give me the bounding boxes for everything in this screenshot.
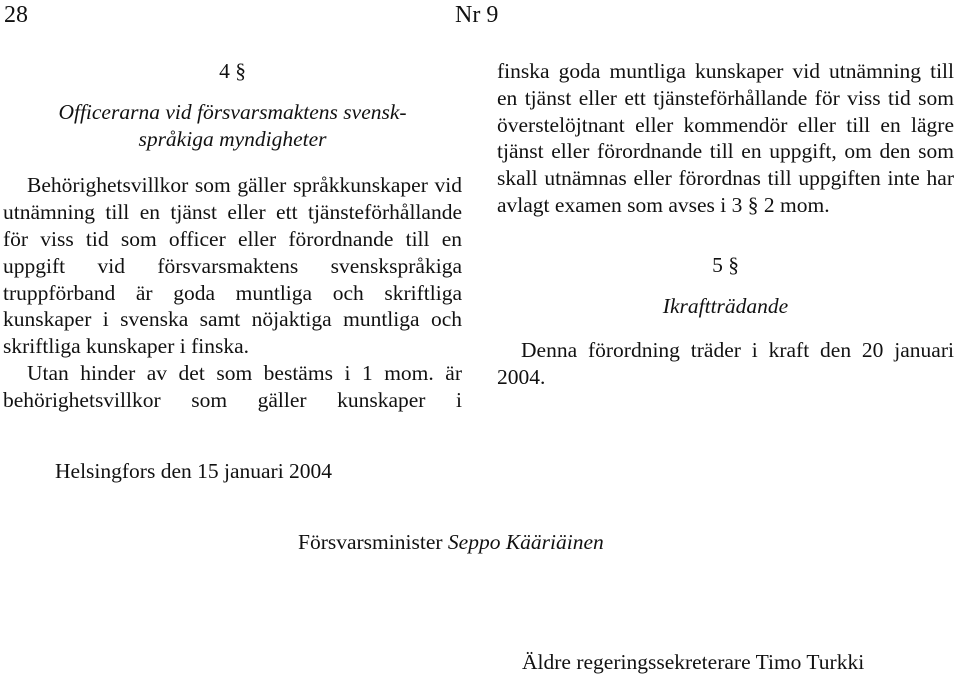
section-4-paragraph-2: Utan hinder av det som bestäms i 1 mom. är behörighetsvillkor som gäller kunskaper i [3, 360, 462, 412]
section-title-5: Ikraftträdande [662, 293, 789, 318]
countersignature: Äldre regeringssekreterare Timo Turkki [522, 650, 865, 674]
left-column [3, 58, 462, 414]
signature-line [298, 530, 604, 555]
section-title-4-line2: språkiga myndigheter [138, 126, 327, 151]
right-column [497, 58, 954, 391]
section-4-continued-text: finska goda muntliga kunskaper vid utnämning till en tjänst eller ett tjänsteförhållande för viss tid som överstelöjtnant eller kommendör eller till en lägre tjänst eller förordnande till en uppgift, om den som skall utnämnas eller förordnas till uppgiften inte har avlagt examen som avses i 3 § 2 mom. [497, 59, 954, 217]
signatory-title: Försvarsminister [298, 530, 443, 554]
section-5-paragraph: Denna förordning träder i kraft den 20 januari 2004. [497, 338, 954, 390]
section-4-paragraph-1: Behörighetsvillkor som gäller språkkunskaper vid utnämning till en tjänst eller ett tjänsteförhållande för viss tid som officer eller förordnande till en uppgift vid försvarsmaktens svenskspråkiga truppförband är goda muntliga och skriftliga kunskaper i svenska samt nöjaktiga muntliga och skriftliga kunskaper i finska. [3, 173, 462, 359]
section-title-4-line1: Officerarna vid försvarsmaktens svensk- [58, 99, 407, 124]
section-number-5: 5 § [712, 252, 739, 277]
issue-number: Nr 9 [455, 2, 499, 28]
section-title-4 [3, 99, 462, 153]
section-number-4: 4 § [219, 59, 246, 83]
page-number: 28 [4, 2, 28, 28]
signatory-name: Seppo Kääriäinen [447, 530, 604, 554]
place-and-date: Helsingfors den 15 januari 2004 [55, 459, 333, 483]
